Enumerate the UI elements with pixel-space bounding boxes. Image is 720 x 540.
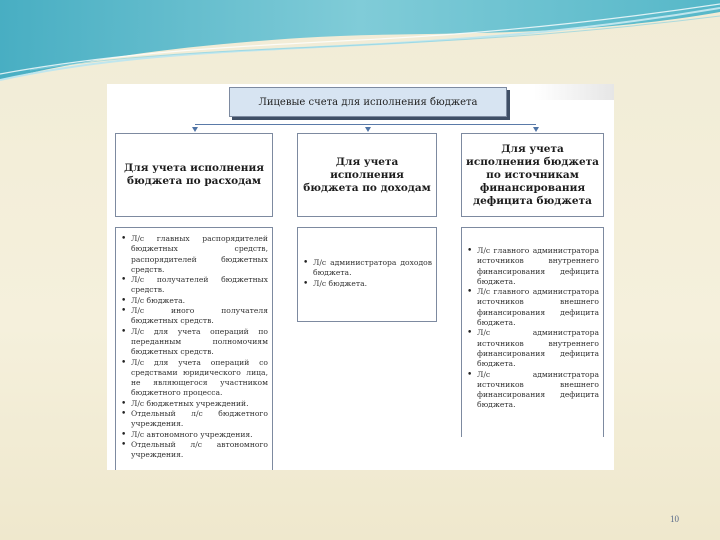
list-sources [461, 227, 604, 437]
column-heading-expenses: Для учета исполнения бюджета по расходам [115, 133, 273, 217]
column-heading-sources: Для учета исполнения бюджета по источникам финансирования дефицита бюджета [461, 133, 604, 217]
list-item: • Л/с главного администратора источников внутреннего финансирования дефицита бюджета. [477, 246, 599, 287]
list-item: • Л/с администратора источников внешнего финансирования дефицита бюджета. [477, 370, 599, 411]
list-item: • Л/с для учета операций со средствами юридического лица, не являющегося участником бюджетного процесса. [131, 358, 268, 399]
list-item: • Л/с главных распорядителей бюджетных средств, распорядителей бюджетных средств. [131, 234, 268, 275]
list-item: • Л/с получателей бюджетных средств. [131, 275, 268, 296]
arrow-down-icon [533, 127, 539, 132]
list-item: • Л/с администратора доходов бюджета. [313, 258, 432, 279]
list-item: • Л/с главного администратора источников внешнего финансирования дефицита бюджета. [477, 287, 599, 328]
list-item: • Л/с автономного учреждения. [131, 430, 268, 440]
list-item: • Л/с бюджетных учреждений. [131, 399, 268, 409]
list-item: • Л/с для учета операций по переданным полномочиям бюджетных средств. [131, 327, 268, 358]
arrow-down-icon [192, 127, 198, 132]
list-item: • Л/с иного получателя бюджетных средств. [131, 306, 268, 327]
list-revenues [297, 227, 437, 322]
list-expenses [115, 227, 273, 470]
arrow-down-icon [365, 127, 371, 132]
document-image [107, 84, 614, 470]
list-item: • Отдельный л/с бюджетного учреждения. [131, 409, 268, 430]
list-item: • Л/с администратора источников внутреннего финансирования дефицита бюджета. [477, 328, 599, 369]
decorative-wave [0, 0, 720, 90]
list-item: • Отдельный л/с автономного учреждения. [131, 440, 268, 461]
list-item: • Л/с бюджета. [131, 296, 268, 306]
blurred-corner [534, 84, 614, 100]
connector-line [195, 124, 536, 125]
page-number: 10 [670, 514, 679, 524]
column-heading-revenues: Для учета исполнения бюджета по доходам [297, 133, 437, 217]
list-item: • Л/с бюджета. [313, 279, 432, 289]
diagram-title: Лицевые счета для исполнения бюджета [229, 87, 507, 117]
